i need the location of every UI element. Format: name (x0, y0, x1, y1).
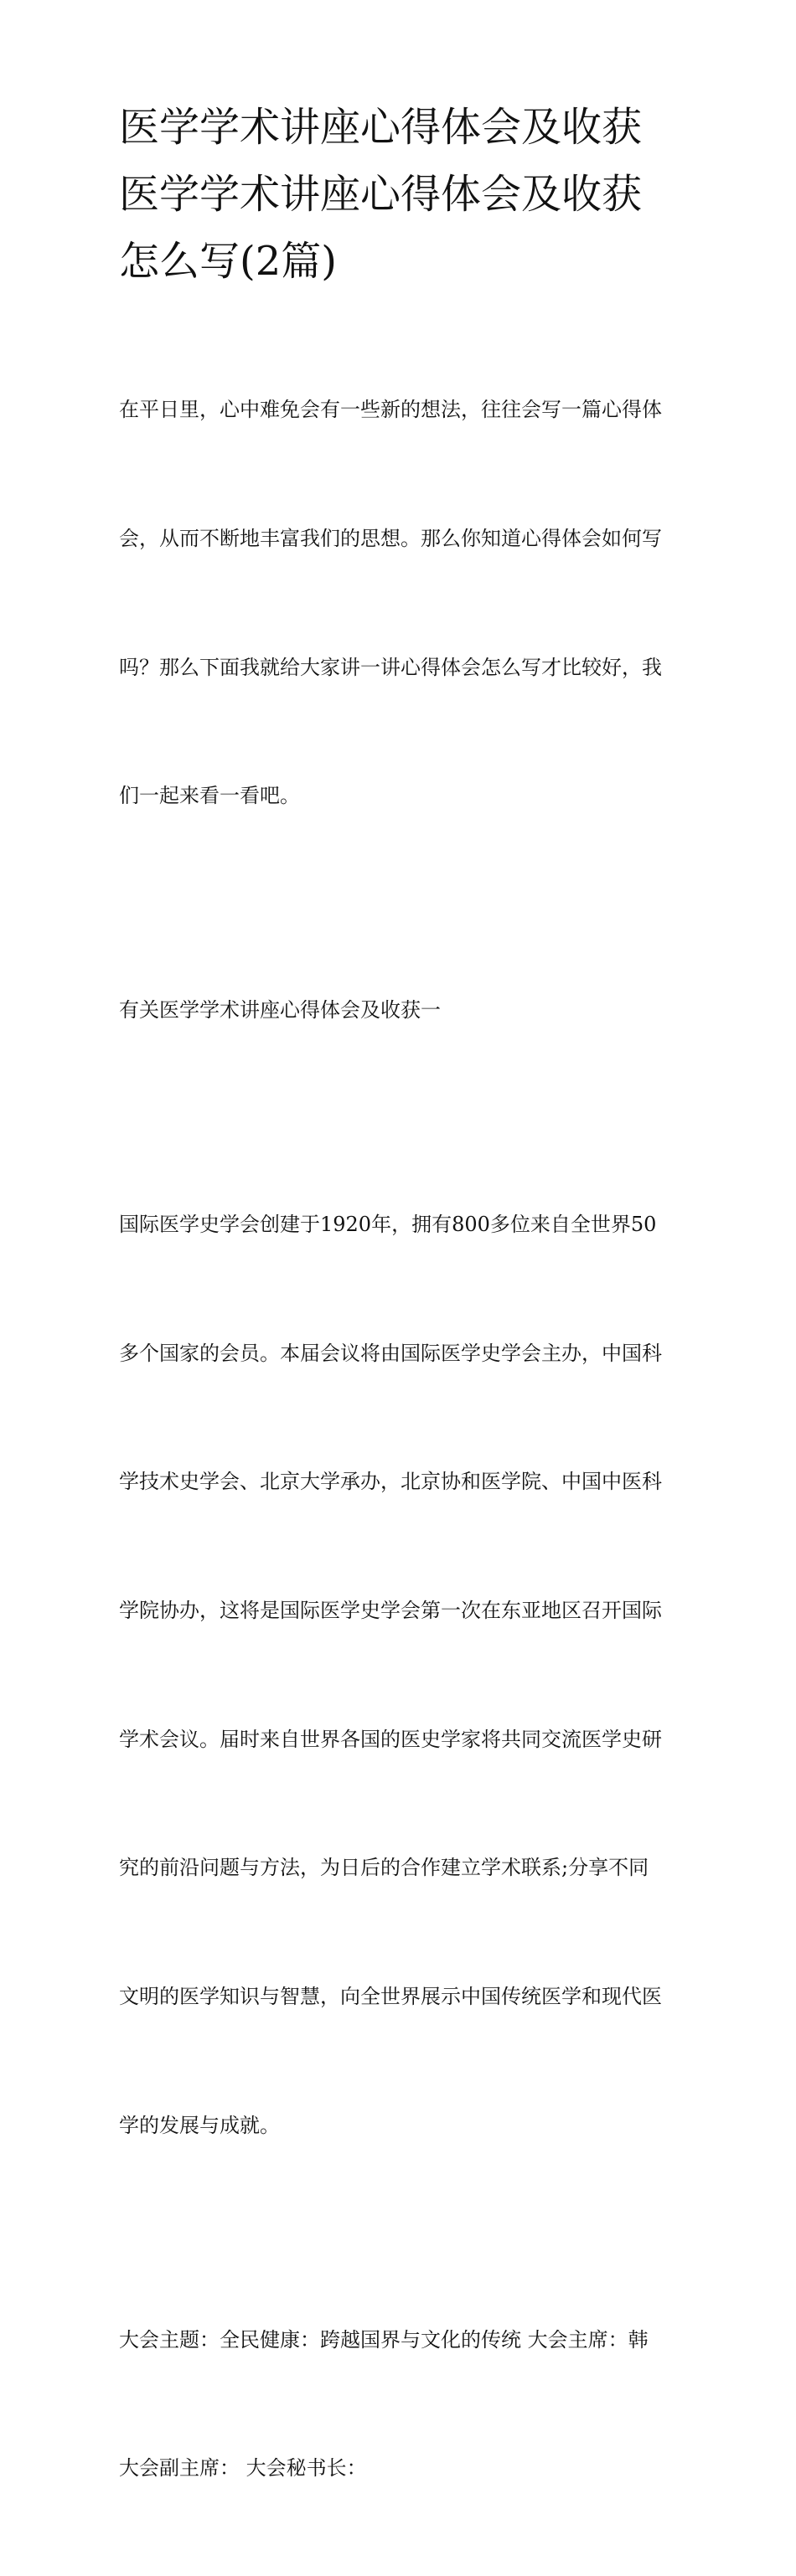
text-line: 在平日里，心中难免会有一些新的想法，往往会写一篇心得体 (119, 398, 662, 422)
text-line: 吗？那么下面我就给大家讲一讲心得体会怎么写才比较好，我 (119, 655, 662, 679)
text-line: 究的前沿问题与方法，为日后的合作建立学术联系;分享不同 (119, 1856, 649, 1880)
conference-info-paragraph (119, 2233, 682, 2576)
text-line: 学院协办，这将是国际医学史学会第一次在东亚地区召开国际 (119, 1599, 662, 1623)
text-line: 学术会议。届时来自世界各国的医史学家将共同交流医学史研 (119, 1727, 662, 1751)
text-line: 学的发展与成就。 (119, 2113, 280, 2137)
document-body (119, 303, 682, 2576)
society-paragraph (119, 1118, 682, 2233)
text-line: 有关医学学术讲座心得体会及收获一 (119, 998, 441, 1023)
text-line: 多个国家的会员。本届会议将由国际医学史学会主办，中国科 (119, 1341, 662, 1365)
document-title (119, 94, 682, 295)
title-line-2: 医学学术讲座心得体会及收获 (119, 171, 643, 218)
text-line: 文明的医学知识与智慧，向全世界展示中国传统医学和现代医 (119, 1984, 662, 2008)
intro-paragraph (119, 303, 682, 904)
text-line: 大会副主席： 大会秘书长： (119, 2456, 367, 2481)
section-heading (119, 904, 682, 1118)
text-line: 学技术史学会、北京大学承办，北京协和医学院、中国中医科 (119, 1470, 662, 1494)
document-page (119, 94, 682, 2576)
title-line-3: 怎么写(2篇) (119, 238, 337, 285)
text-line: 会，从而不断地丰富我们的思想。那么你知道心得体会如何写 (119, 527, 662, 551)
text-line: 们一起来看一看吧。 (119, 784, 300, 808)
text-line: 大会主题：全民健康：跨越国界与文化的传统 大会主席：韩 (119, 2327, 649, 2352)
title-line-1: 医学学术讲座心得体会及收获 (119, 104, 643, 151)
text-line: 国际医学史学会创建于1920年，拥有800多位来自全世界50 (119, 1213, 657, 1237)
